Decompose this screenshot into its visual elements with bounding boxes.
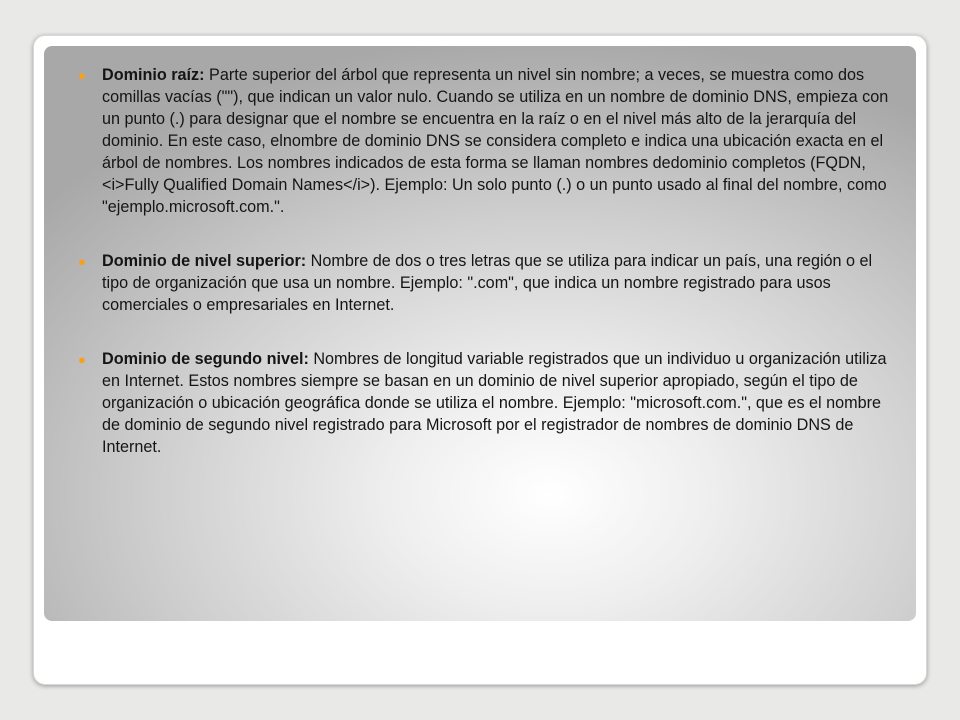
- bullet-icon: ●: [78, 68, 86, 83]
- bullet-text: Nombres de longitud variable registrados que un individuo u organización utiliza en Internet. Estos nombres siempre se basan en un dominio de nivel superior apropiado, según el tipo de organización o ubicación geográfica donde se utiliza el nombre. Ejemplo: "microsoft.com.", que es el nombre de dominio de segundo nivel registrado para Microsoft por el registrador de nombres de dominio DNS de Internet.: [102, 350, 887, 456]
- bullet-list: [78, 64, 902, 490]
- bullet-term: Dominio de nivel superior:: [102, 252, 307, 270]
- content-panel: [44, 46, 916, 621]
- bullet-item-dominio-raiz: [78, 64, 902, 218]
- bullet-term: Dominio raíz:: [102, 66, 205, 84]
- bullet-text: Nombre de dos o tres letras que se utiliza para indicar un país, una región o el tipo de organización que usa un nombre. Ejemplo: ".com", que indica un nombre registrado para usos comerciales o empresariales en Internet.: [102, 252, 873, 314]
- bullet-item-dominio-segundo-nivel: [78, 348, 902, 458]
- bullet-item-dominio-nivel-superior: [78, 250, 902, 316]
- slide-frame: [33, 35, 927, 685]
- bullet-icon: ●: [78, 254, 86, 269]
- bullet-icon: ●: [78, 352, 86, 367]
- bullet-text: Parte superior del árbol que representa un nivel sin nombre; a veces, se muestra como dos comillas vacías (""), que indican un valor nulo. Cuando se utiliza en un nombre de dominio DNS, empieza con un punto (.) para designar que el nombre se encuentra en la raíz o en el nivel más alto de la jerarquía del dominio. En este caso, elnombre de dominio DNS se considera completo e indica una ubicación exacta en el árbol de nombres. Los nombres indicados de esta forma se llaman nombres dedominio completos (FQDN, <i>Fully Qualified Domain Names</i>). Ejemplo: Un solo punto (.) o un punto usado al final del nombre, como "ejemplo.microsoft.com.".: [102, 66, 889, 216]
- bullet-term: Dominio de segundo nivel:: [102, 350, 309, 368]
